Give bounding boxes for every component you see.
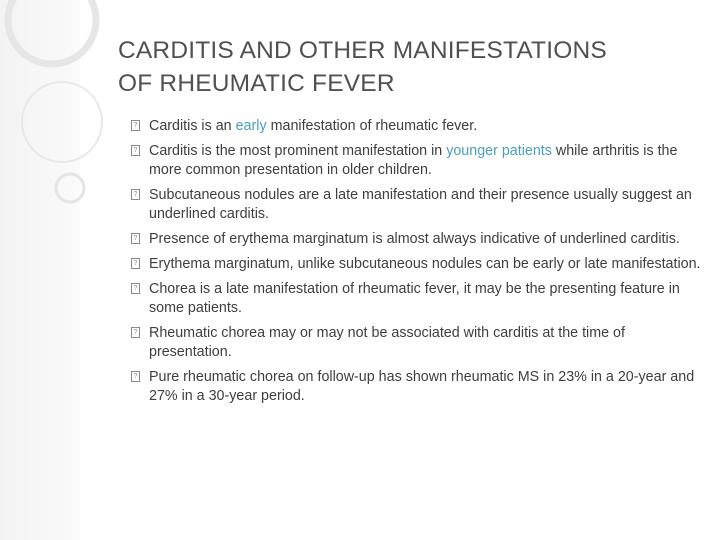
bullet-marker-icon: ? — [131, 120, 140, 131]
bullet-marker-icon: ? — [131, 258, 140, 269]
decorative-circles-icon — [0, 0, 110, 230]
bullet-marker-icon: ? — [131, 283, 140, 294]
list-item: ? Subcutaneous nodules are a late manifestation and their presence usually suggest an underlined carditis. — [131, 186, 701, 224]
list-item: ? Carditis is the most prominent manifestation in younger patients while arthritis is the more common presentation in older children. — [131, 142, 701, 180]
list-item: ? Carditis is an early manifestation of rheumatic fever. — [131, 117, 701, 136]
bullet-marker-icon: ? — [131, 233, 140, 244]
list-item: ? Erythema marginatum, unlike subcutaneous nodules can be early or late manifestation. — [131, 255, 701, 274]
list-item: ? Rheumatic chorea may or may not be associated with carditis at the time of presentation. — [131, 324, 701, 362]
title-line-2: OF RHEUMATIC FEVER — [118, 70, 395, 97]
highlight-text: early — [235, 118, 267, 134]
bullet-marker-icon: ? — [131, 371, 140, 382]
bullet-list — [131, 117, 701, 412]
list-item: ? Pure rheumatic chorea on follow-up has shown rheumatic MS in 23% in a 20-year and 27% in a 30-year period. — [131, 368, 701, 406]
highlight-text: younger patients — [446, 143, 552, 159]
list-item: ? Chorea is a late manifestation of rheumatic fever, it may be the presenting feature in some patients. — [131, 280, 701, 318]
bullet-marker-icon: ? — [131, 145, 140, 156]
bullet-marker-icon: ? — [131, 327, 140, 338]
page-title — [118, 34, 698, 100]
list-item: ? Presence of erythema marginatum is almost always indicative of underlined carditis. — [131, 230, 701, 249]
title-line-1: CARDITIS AND OTHER MANIFESTATIONS — [118, 37, 607, 64]
bullet-marker-icon: ? — [131, 189, 140, 200]
